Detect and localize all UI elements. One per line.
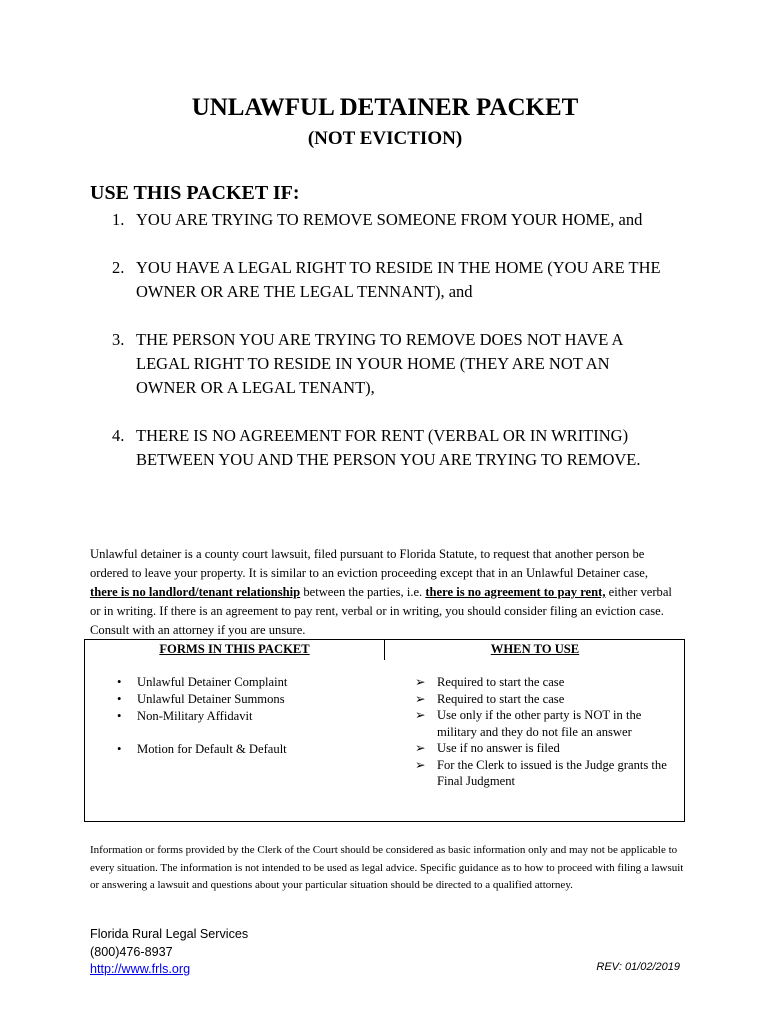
use-item	[415, 691, 677, 708]
use-item	[415, 707, 677, 740]
use-text: Use only if the other party is NOT in the military and they do not file an answer	[437, 708, 642, 739]
bullet-icon: •	[117, 709, 122, 723]
condition-text: THERE IS NO AGREEMENT FOR RENT (VERBAL OR IN WRITING) BETWEEN YOU AND THE PERSON YOU ARE TRYING TO REMOVE.	[136, 426, 641, 469]
footer-website-link[interactable]: http://www.frls.org	[90, 962, 191, 976]
condition-item	[112, 256, 672, 304]
condition-number: 2.	[112, 258, 125, 277]
footer-contact	[90, 926, 248, 979]
paragraph-emphasis-2: there is no agreement to pay rent,	[425, 585, 606, 599]
arrow-bullet-icon: ➢	[415, 691, 426, 706]
footer-phone: (800)476-8937	[90, 944, 173, 959]
form-item	[113, 741, 373, 758]
use-packet-heading: USE THIS PACKET IF:	[90, 182, 300, 204]
condition-text: YOU HAVE A LEGAL RIGHT TO RESIDE IN THE HOME (YOU ARE THE OWNER OR ARE THE LEGAL TENNANT), and	[136, 258, 661, 301]
when-column-header: WHEN TO USE	[490, 642, 580, 656]
use-item	[415, 757, 677, 790]
paragraph-text-3: either verbal or in writing. If there is an agreement to pay rent, verbal or in writing, you should consider filing an eviction case. Consult with an attorney if you are unsure.	[90, 585, 672, 637]
bullet-icon: •	[117, 692, 122, 706]
use-text: Required to start the case	[437, 691, 565, 706]
paragraph-text-1: Unlawful detainer is a county court lawsuit, filed pursuant to Florida Statute, to request that another person be ordered to leave your property. It is similar to an eviction proceeding except that in an Unlawful Detainer case,	[90, 547, 648, 580]
condition-item	[112, 328, 672, 400]
footer-org: Florida Rural Legal Services	[90, 927, 249, 941]
arrow-bullet-icon: ➢	[415, 741, 426, 755]
explanation-paragraph	[90, 545, 675, 640]
form-name: Non-Military Affidavit	[137, 709, 253, 723]
condition-text: THE PERSON YOU ARE TRYING TO REMOVE DOES NOT HAVE A LEGAL RIGHT TO RESIDE IN YOUR HOME (THEY ARE NOT AN OWNER OR A LEGAL TENANT),	[136, 330, 623, 397]
forms-column-header: FORMS IN THIS PACKET	[159, 642, 310, 656]
form-item	[113, 691, 373, 708]
form-item	[113, 708, 373, 725]
arrow-bullet-icon: ➢	[415, 708, 426, 722]
use-text: For the Clerk to issued is the Judge grants the Final Judgment	[437, 757, 667, 788]
use-text: Use if no answer is filed	[437, 741, 560, 755]
disclaimer-text: Information or forms provided by the Clerk of the Court should be considered as basic information only and may not be applicable to every situation. The information is not intended to be used as legal advice. Specific guidance as to how to proceed with filing a lawsuit or answering a lawsuit and questions about your particular situation should be directed to a qualified attorney.	[90, 844, 684, 891]
use-text: Required to start the case	[437, 675, 565, 689]
form-item	[113, 674, 373, 691]
condition-number: 1.	[112, 210, 125, 229]
use-item	[415, 740, 677, 757]
page-subtitle: (NOT EVICTION)	[307, 128, 463, 149]
form-name: Unlawful Detainer Summons	[137, 692, 285, 706]
arrow-bullet-icon: ➢	[415, 757, 426, 772]
uses-list	[415, 674, 677, 790]
form-name: Motion for Default & Default	[137, 742, 287, 756]
condition-number: 3.	[112, 330, 125, 349]
form-name: Unlawful Detainer Complaint	[137, 675, 288, 689]
bullet-icon: •	[117, 675, 122, 689]
page-title: UNLAWFUL DETAINER PACKET	[191, 94, 579, 121]
forms-table	[84, 639, 685, 822]
condition-number: 4.	[112, 426, 125, 445]
arrow-bullet-icon: ➢	[415, 675, 426, 689]
paragraph-text-2: between the parties, i.e.	[300, 585, 426, 599]
revision-date: REV: 01/02/2019	[596, 961, 680, 973]
condition-text: YOU ARE TRYING TO REMOVE SOMEONE FROM YOUR HOME, and	[136, 210, 643, 229]
paragraph-emphasis-1: there is no landlord/tenant relationship	[90, 585, 301, 599]
condition-item	[112, 208, 672, 232]
conditions-list	[112, 208, 672, 496]
forms-list	[113, 674, 373, 758]
bullet-icon: •	[117, 742, 122, 756]
use-item	[415, 674, 677, 691]
condition-item	[112, 424, 672, 472]
